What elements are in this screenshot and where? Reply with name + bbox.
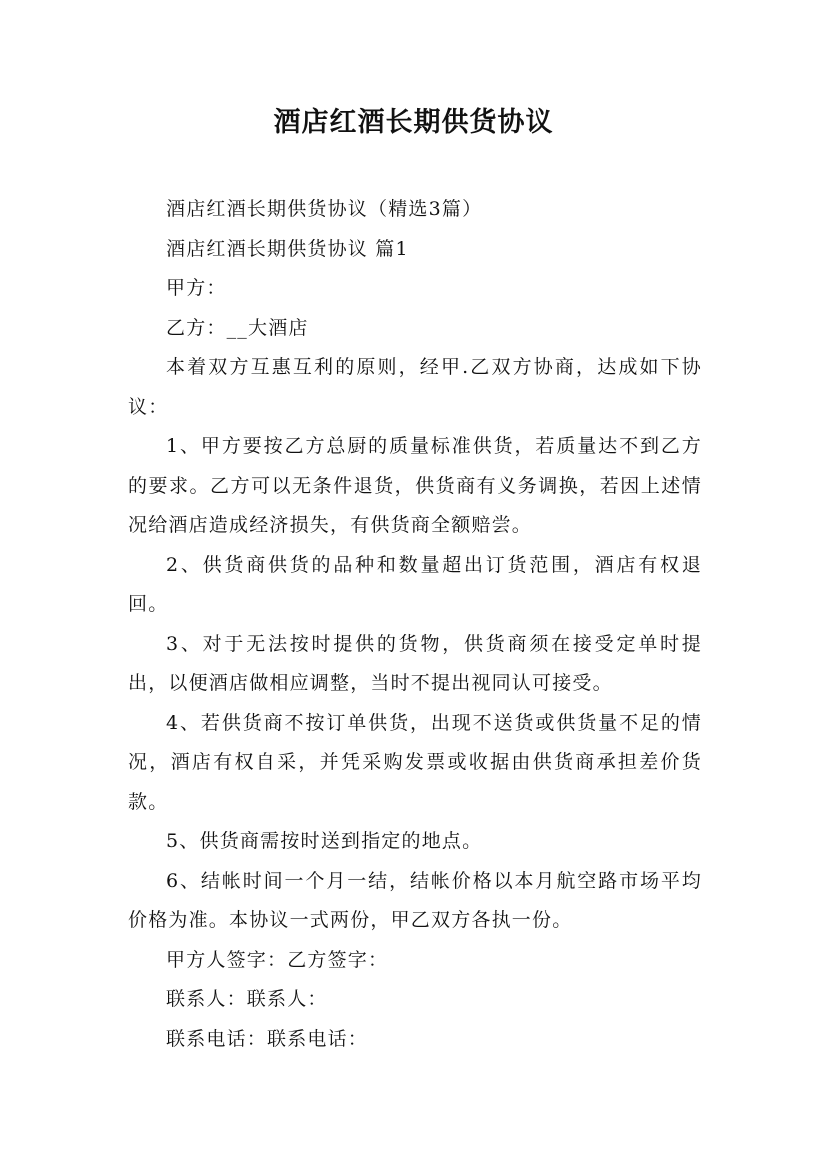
document-title: 酒店红酒长期供货协议 <box>273 107 554 138</box>
section-heading: 酒店红酒长期供货协议 篇1 <box>166 237 409 260</box>
signature-line: 甲方人签字：乙方签字： <box>166 948 389 971</box>
clause-3-paragraph: 3、对于无法按时提供的货物，供货商须在接受定单时提出，以便酒店做相应调整，当时不提出视同认可接受。 <box>128 632 702 694</box>
clause-4-paragraph: 4、若供货商不按订单供货，出现不送货或供货量不足的情况，酒店有权自采，并凭采购发票或收据由供货商承担差价货款。 <box>128 711 702 813</box>
clause-1-paragraph: 1、甲方要按乙方总厨的质量标准供货，若质量达不到乙方的要求。乙方可以无条件退货，供货商有义务调换，若因上述情况给酒店造成经济损失，有供货商全额赔尝。 <box>128 435 702 536</box>
clause-2-paragraph: 2、供货商供货的品种和数量超出订货范围，酒店有权退回。 <box>128 553 702 615</box>
preamble-paragraph: 本着双方互惠互利的原则，经甲.乙双方协商，达成如下协议： <box>128 356 702 418</box>
contact-phone-line: 联系电话：联系电话： <box>166 1027 369 1050</box>
party-b-line: 乙方：__大酒店 <box>166 316 309 339</box>
subtitle-paragraph: 酒店红酒长期供货协议（精选3篇） <box>166 198 483 220</box>
clause-6-paragraph: 6、结帐时间一个月一结，结帐价格以本月航空路市场平均价格为准。本协议一式两份，甲乙双方各执一份。 <box>128 869 702 931</box>
party-a-line: 甲方： <box>166 277 227 299</box>
document-body <box>128 190 702 1059</box>
clause-5-paragraph: 5、供货商需按时送到指定的地点。 <box>166 830 483 852</box>
contact-person-line: 联系人：联系人： <box>166 988 328 1010</box>
